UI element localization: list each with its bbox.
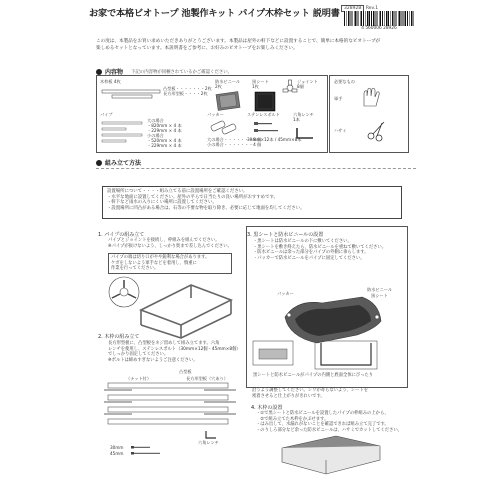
step2-line: でしっかり固定してください。 [108, 352, 169, 358]
step3-caption-line: 密着させると仕上がりがきれいです。 [252, 393, 325, 399]
contents-title: 内容物 [105, 69, 124, 76]
part-label: 長方形型板・・・・2枚 [163, 91, 208, 96]
scissors-icon [366, 120, 388, 142]
packer-label: パッカー [277, 291, 294, 296]
step3-title: 3. 黒シートと防水ビニールの設置 [247, 232, 324, 238]
pipe-size: ・229mm × 4 本 [147, 128, 182, 133]
step3-caption-rest [252, 388, 404, 399]
step1-caution [108, 253, 232, 274]
part-count: 1枚 [252, 84, 259, 89]
step1-line: パイプとジョイントを接続し、枠組みを組んでください。 [108, 238, 220, 243]
pipe-size: ・820mm × 4 本 [147, 123, 182, 128]
notice-line: 設置場所について・・・・組み立てる前に設置場所をご確認ください。 [107, 189, 248, 194]
packer-detail-diagram [251, 339, 296, 369]
required-heading: 必要なもの [334, 79, 355, 84]
wood-frame-exploded-diagram [104, 381, 239, 441]
assembly-title: 組み立て方法 [105, 160, 142, 167]
intro-line: 楽しめるセットとなっています。本説明書をご参考に、お好みのビオトープをお楽しみください。 [96, 45, 298, 51]
sheet-installation-diagram [277, 293, 387, 345]
caution-line: ケガをしないよう軍手などを着用し、慎重に [111, 260, 197, 266]
notice-line: ・軒下など雨水の入りにくい場所に設置してください。 [107, 200, 217, 206]
black-sheet-icon [254, 91, 278, 113]
barcode [344, 11, 414, 33]
finished-biotope-diagram [276, 434, 386, 476]
step4-line: ・①で黒シートと防水ビニールを設置したパイプの枠組みの上から、 [256, 411, 389, 416]
step2-text [108, 341, 248, 364]
step3-caption [253, 373, 405, 379]
step1-text [108, 238, 248, 249]
packer-size: 小の場合・・・・・・・4 個 [207, 142, 262, 147]
pipe-icon [102, 120, 144, 146]
intro-text [96, 39, 416, 53]
part-label: 防水ビニール [215, 79, 241, 84]
intro-line: この度は、本製品をお買い求めいただきありがとうございます。本製品は屋外の軒下などに設置することで、簡単に本格的なビオトープが [96, 39, 381, 44]
step3-text [253, 239, 405, 262]
bolt-size: 30mm×12本 / 45mm×8本 [247, 137, 302, 142]
step2-line: 長方形型板に、凸型板をネジ留めして組み立てます。六角 [108, 341, 220, 346]
pipe-size: ・229mm × 4 本 [147, 143, 182, 148]
bolt-30-label: 30mm [110, 445, 124, 450]
part-label: 凸型板・・・・・・・2枚 [163, 86, 212, 91]
step3-panel [246, 226, 408, 388]
hex-wrench-small-icon [204, 430, 218, 440]
installation-notice [102, 186, 402, 219]
section-divider [96, 168, 416, 169]
bullet-icon [96, 160, 102, 166]
pipe-frame-diagram [136, 280, 236, 340]
part-label: パイプ [100, 112, 113, 117]
part-count: 2枚 [215, 84, 222, 89]
pipe-size: 小の場合 [147, 133, 164, 138]
required-item: 軍手 [334, 96, 343, 101]
step4-line: ・はみ出して、水漏れがないことを確認できれば組み立て完了です。 [256, 422, 389, 428]
vinyl-label: 防水ビニール [367, 287, 393, 292]
part-label: パッカー [207, 112, 224, 117]
revision: Rev.1 [365, 6, 379, 11]
caution-line: パイプの端は切り口がやや鋭利な場合があります。 [111, 255, 210, 260]
part-count: 1本 [293, 117, 300, 122]
step4-title: 4. 木枠の設置 [251, 405, 283, 411]
step1-title: 1. パイプの組み立て [98, 232, 145, 238]
step4-line: ②で組み立てた木枠をかぶせます。 [256, 416, 329, 422]
bolt-legend-icon [131, 445, 181, 457]
step3-line: ・黒シートを敷き終えたら、防水ビニールを重ねて敷いてください。 [253, 244, 387, 250]
pipe-size: ・520mm × 4 本 [147, 138, 182, 143]
step3-line: ・パッカーで防水ビニールをパイプに固定してください。 [253, 256, 365, 262]
bullet-icon [96, 69, 102, 75]
gloves-icon [360, 86, 386, 108]
required-item: ハサミ [334, 128, 347, 133]
barcode-number: 4 560006 28926 [361, 26, 397, 31]
step3-line: ・黒シートは防水ビニールの下に敷いてください。 [253, 239, 352, 244]
packer-icon [209, 120, 239, 136]
step3-caption-line: 黒シートと防水ビニールがパイプの内側と底面全体にぴったり [253, 373, 374, 378]
step4-text [256, 411, 408, 434]
joint-icon [283, 80, 297, 96]
assembly-heading [96, 158, 141, 167]
wood-board-icon [102, 88, 162, 100]
step2-title: 2. 木枠の組み立て [98, 334, 140, 340]
rect-board-label: 長方形型板（穴あり） [186, 376, 228, 381]
nut-label: （ナット付） [126, 376, 152, 381]
step1-line: ※パイプが抜けないよう、しっかり奥まで差し込んでください。 [108, 243, 232, 249]
instruction-sheet [86, 0, 417, 480]
part-label: 六角レンチ [293, 112, 314, 117]
bolt-icon [252, 120, 282, 136]
hex-wrench-icon [295, 126, 317, 142]
bolt-45-label: 45mm [110, 451, 124, 456]
caution-line: 作業を行ってください。 [111, 266, 159, 272]
part-label: ステンレスボルト [247, 112, 280, 117]
notice-line: ・水平な地面に設置してください。屋外の平らで日当たりの良い場所がおすすめです。 [107, 194, 278, 200]
step3-caption-line: 沿うよう調整してください。シワが寄らないよう、シートを [252, 388, 369, 393]
pipe-cross-section-diagram [313, 339, 383, 373]
contents-subtitle: 下記の内容物が同梱されているかご確認ください。 [131, 69, 233, 75]
part-count: 8個 [297, 84, 304, 89]
part-label: ジョイント [297, 79, 318, 84]
hex-wrench-label: 六角レンチ [198, 440, 219, 445]
step3-line: ・防水ビニールは余った部分をパイプの外側に垂らします。 [253, 250, 369, 256]
document-title: お家で本格ビオトープ 池製作キット パイプ木枠セット 説明書 [89, 8, 340, 19]
barcode-bars [344, 11, 414, 26]
parts-list [96, 75, 328, 153]
vinyl-icon [215, 91, 243, 113]
convex-board-label: 凸型板 [179, 369, 192, 374]
part-label: 黒シート [252, 79, 269, 84]
step2-line: レンチを使用し、ステンレスボルト（30mm×12個・45mm×8個） [108, 346, 241, 352]
step4-line: ・のりしろ部分など余った防水ビニールは、ハサミでカットしてください。 [256, 428, 402, 434]
part-label: 木枠板 4枚 [100, 79, 121, 84]
required-items [329, 75, 409, 153]
sheet-label: 黒シート [371, 293, 388, 298]
notice-line: ・設置場所に凹凸がある場合は、石等の不要な物を取り除き、必要に応じて地面を均してください。 [107, 205, 305, 211]
packer-size: 大の場合・・・・・・・8 個 [207, 137, 262, 142]
pipe-size: 大の場合 [147, 118, 164, 123]
step2-line: ※ボルトは締めすぎないようご注意ください。 [108, 358, 198, 364]
product-code-box: 32892B [341, 5, 364, 12]
